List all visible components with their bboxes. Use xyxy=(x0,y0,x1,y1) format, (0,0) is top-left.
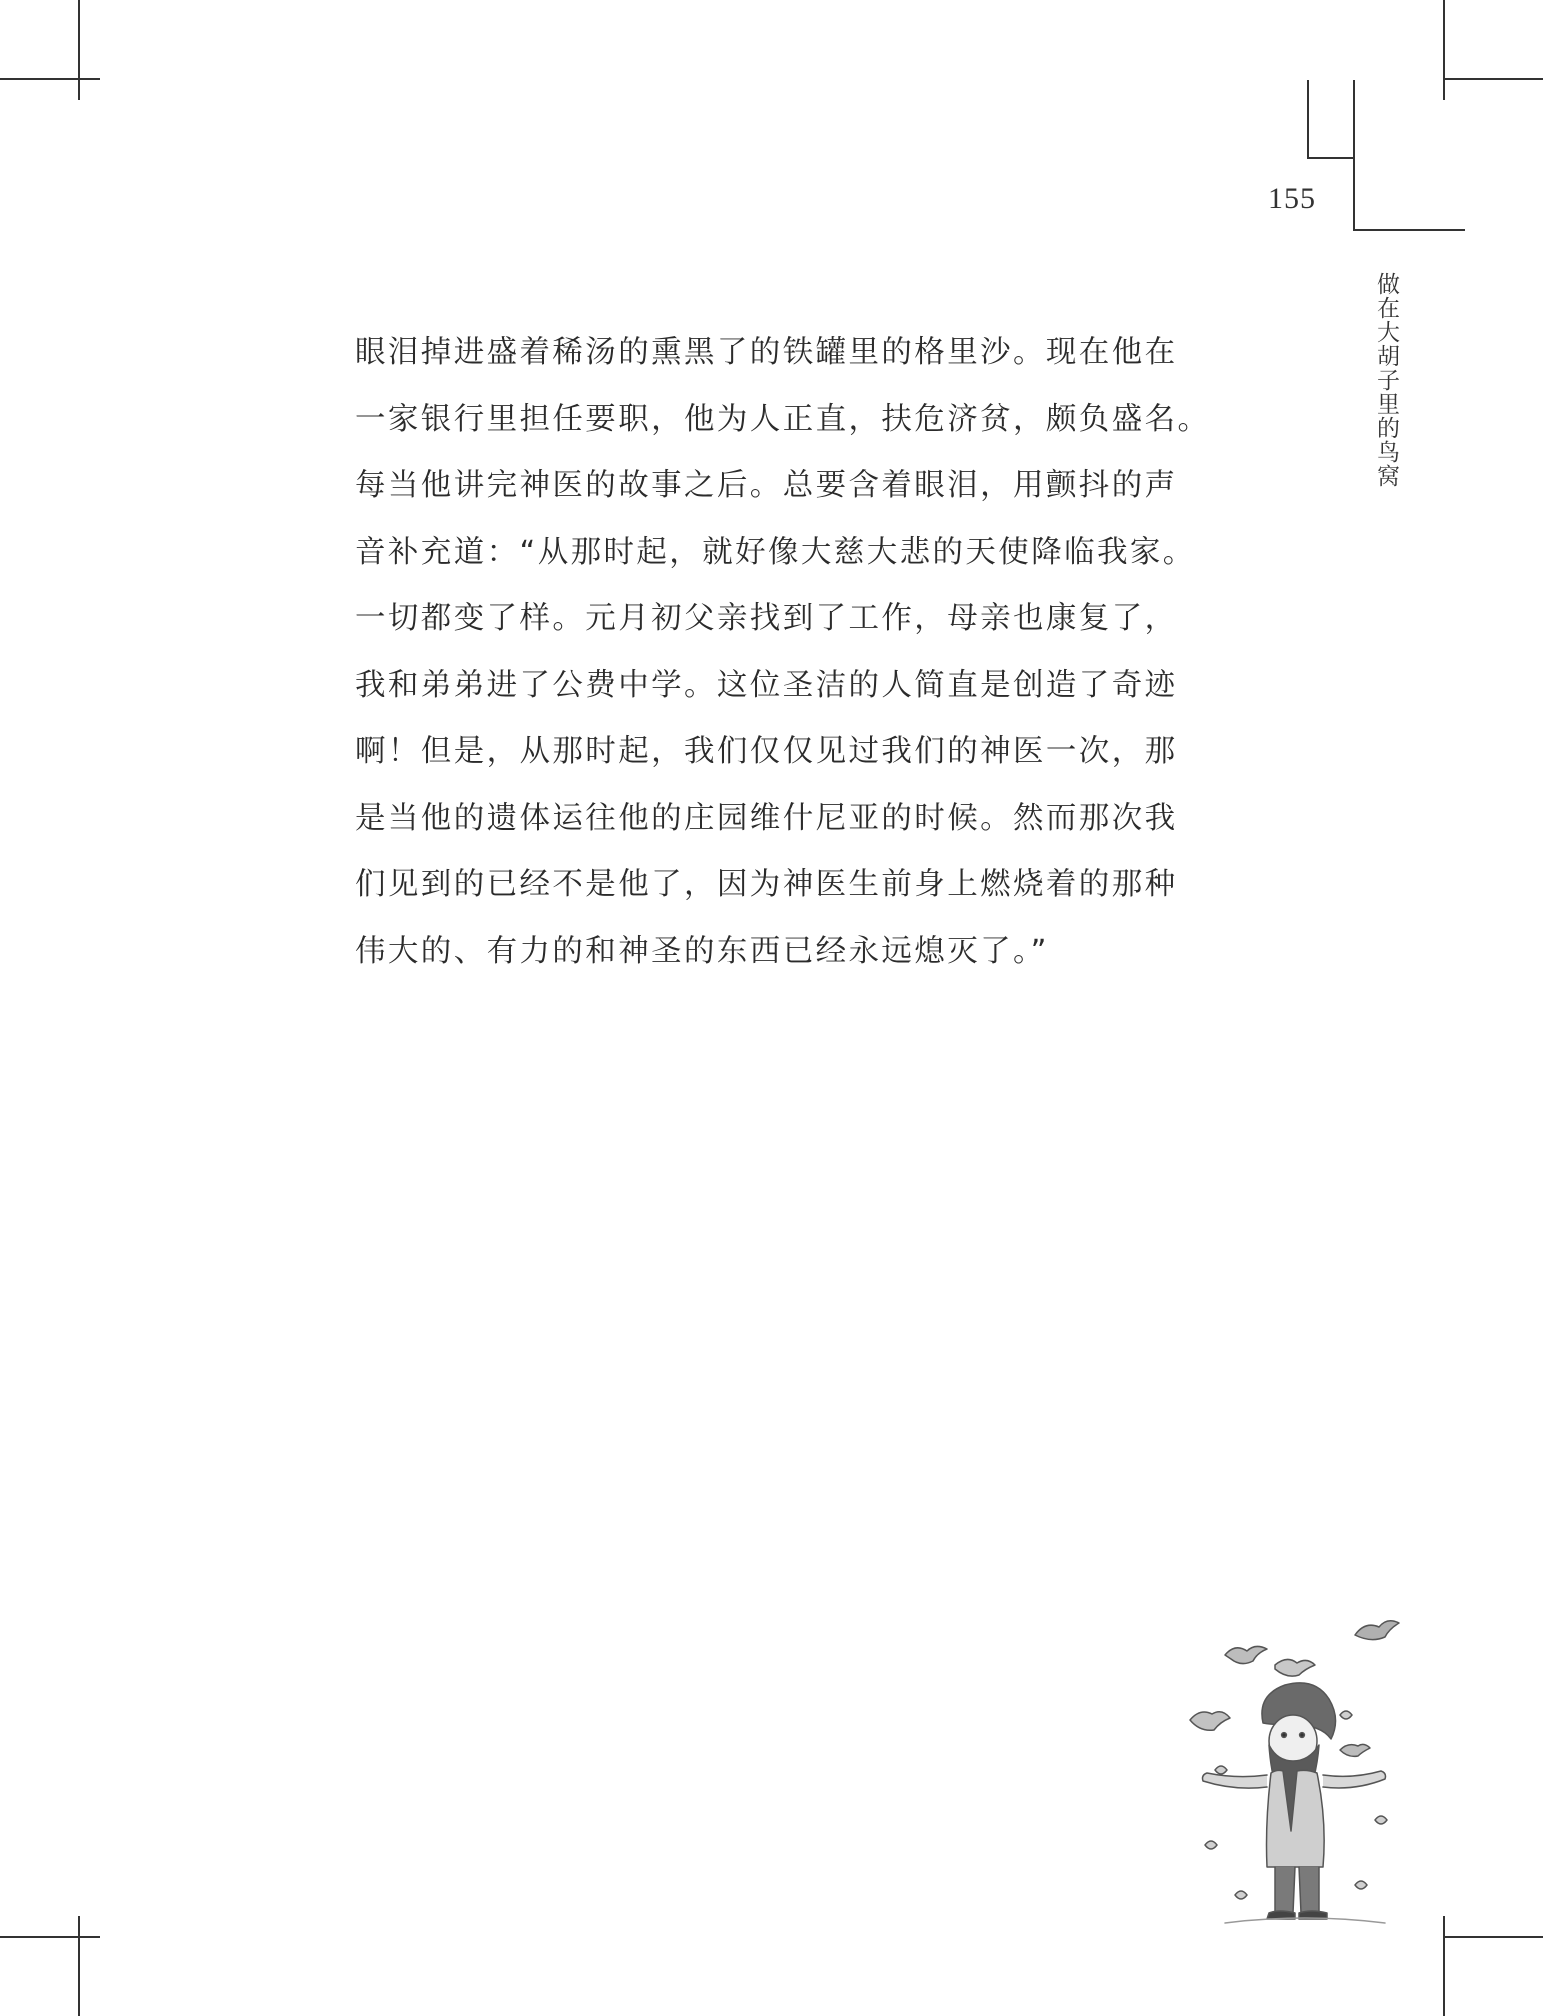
text-line: 一切都变了样。元月初父亲找到了工作，母亲也康复了， xyxy=(355,601,1178,636)
page-frame-line xyxy=(1353,229,1465,231)
text-line: 每当他讲完神医的故事之后。总要含着眼泪，用颤抖的声 xyxy=(355,468,1178,503)
text-line: 伟大的、有力的和神圣的东西已经永远熄灭了。” xyxy=(355,933,1049,969)
running-title: 做在大胡子里的鸟窝 xyxy=(1373,272,1399,488)
crop-mark xyxy=(1443,0,1445,100)
bearded-man-with-birds-icon xyxy=(1175,1605,1435,1935)
text-line: 是当他的遗体运往他的庄园维什尼亚的时候。然而那次我 xyxy=(355,800,1178,836)
crop-mark xyxy=(78,1916,80,2016)
crop-mark xyxy=(78,0,80,100)
text-line: 们见到的已经不是他了，因为神医生前身上燃烧着的那种 xyxy=(355,867,1178,902)
crop-mark xyxy=(0,78,100,80)
text-line: 眼泪掉进盛着稀汤的熏黑了的铁罐里的格里沙。现在他在 xyxy=(355,335,1178,370)
text-line: 一家银行里担任要职，他为人正直，扶危济贫，颇负盛名。 xyxy=(355,401,1211,437)
crop-mark xyxy=(0,1936,100,1938)
text-line: 啊！但是，从那时起，我们仅仅见过我们的神医一次，那 xyxy=(355,734,1178,769)
text-line: 音补充道：“从那时起，就好像大慈大悲的天使降临我家。 xyxy=(355,534,1196,570)
crop-mark xyxy=(1443,1936,1543,1938)
crop-mark xyxy=(1443,1916,1445,2016)
page-frame-line xyxy=(1353,80,1355,230)
text-line: 我和弟弟进了公费中学。这位圣洁的人简直是创造了奇迹 xyxy=(355,667,1178,703)
crop-mark xyxy=(1443,78,1543,80)
body-text xyxy=(355,320,1215,985)
page-frame-line xyxy=(1307,157,1355,159)
page-number: 155 xyxy=(1268,182,1316,215)
page-frame-line xyxy=(1307,80,1309,158)
